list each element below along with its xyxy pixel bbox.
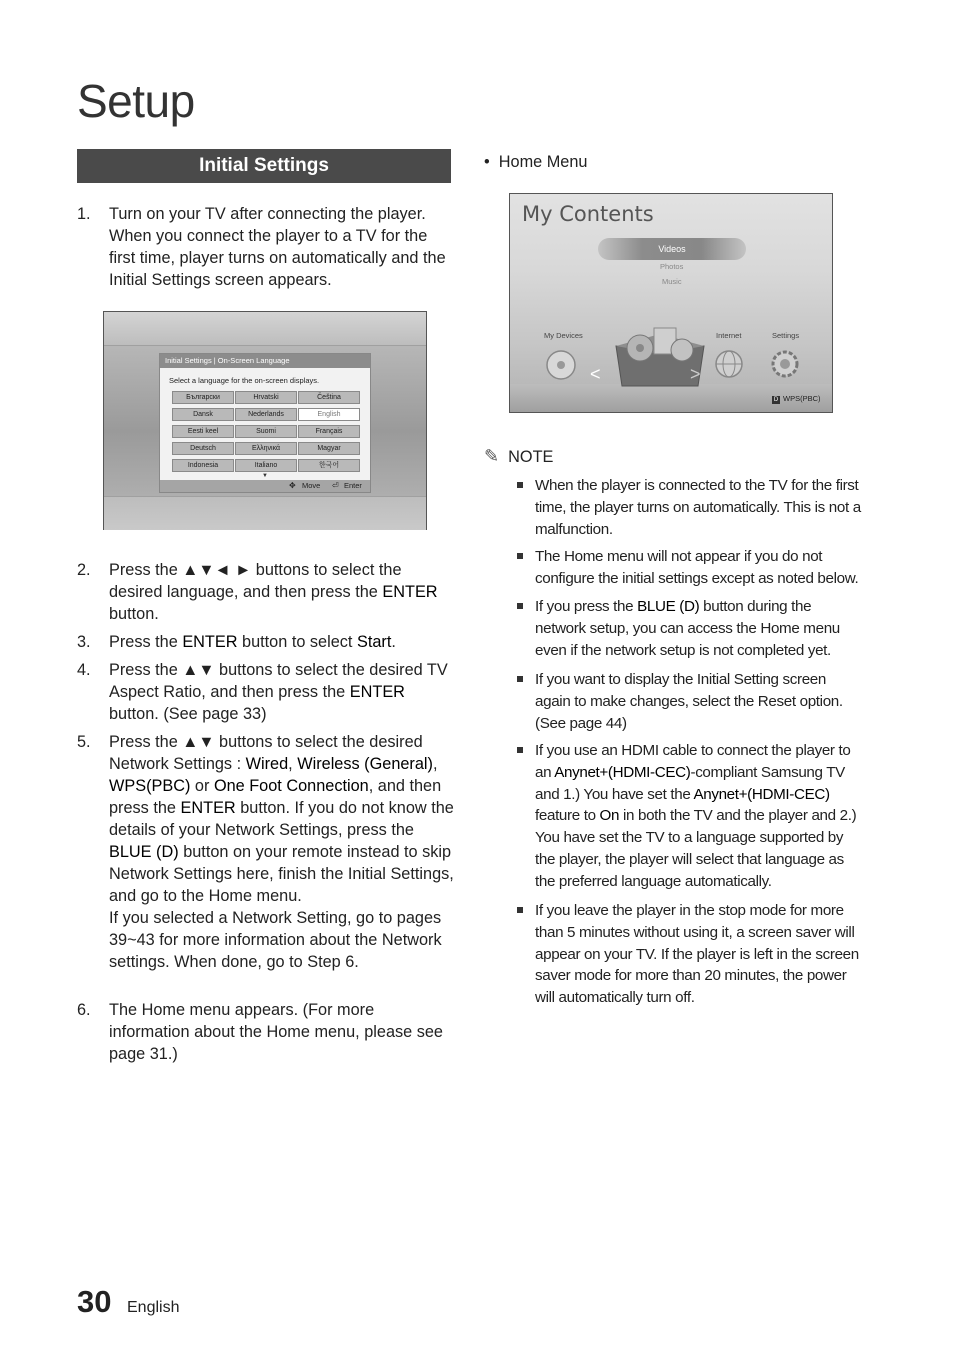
language-option[interactable]: Suomi xyxy=(235,425,297,438)
language-option[interactable]: Български xyxy=(172,391,234,404)
note-text: If you press the xyxy=(535,598,638,615)
internet-globe-icon[interactable] xyxy=(713,348,745,380)
key-enter: ENTER xyxy=(382,583,438,601)
dialog-header-text: Initial Settings | On-Screen Language xyxy=(165,356,290,365)
step-text: button to select xyxy=(237,633,357,651)
settings-label: Settings xyxy=(772,331,800,340)
option-one-foot: One Foot Connection xyxy=(213,777,369,795)
note-text: When the player is connected to the TV for the first time, the player turns on automatically. This is not a malfunction. xyxy=(535,477,861,538)
anynet-term: Anynet+(HDMI-CEC) xyxy=(693,785,830,803)
step-text: The Home menu appears. (For more information about the Home menu, please see page 31.) xyxy=(109,1001,443,1063)
page-title: Setup xyxy=(77,75,195,127)
scroll-down-icon[interactable]: ▼ xyxy=(262,473,268,479)
arrow-right-icon[interactable]: > xyxy=(690,364,701,384)
step-text: Press the ▲▼◄ ► buttons to select the desired language, and then press the xyxy=(109,561,402,601)
my-devices-icon[interactable] xyxy=(544,348,578,382)
step-text: Press the ▲▼ buttons to select the desired Network Settings : xyxy=(109,733,423,773)
note-text: button during the network setup, you can access the Home menu even if the network setup is not completed yet. xyxy=(535,598,840,659)
bullet-square-icon xyxy=(517,482,523,488)
menu-item-photos[interactable]: Photos xyxy=(660,262,684,271)
bullet-square-icon xyxy=(517,553,523,559)
step-number: 2. xyxy=(77,561,91,579)
my-devices-label: My Devices xyxy=(544,331,583,340)
note-text: in both the TV and the player and 2.) You have set the TV to a language supported by the player, the player will select that language as the preferred language automatically. xyxy=(535,807,857,890)
key-enter: ENTER xyxy=(180,799,236,817)
step-text: button. If you do not know the details of your Network Settings, press the xyxy=(109,799,454,839)
step-text: , xyxy=(432,755,438,773)
language-option[interactable]: Hrvatski xyxy=(235,391,297,404)
arrow-left-icon[interactable]: < xyxy=(590,364,601,384)
menu-item-videos[interactable]: Videos xyxy=(598,238,746,260)
wps-label: WPS(PBC) xyxy=(783,394,821,403)
step-text: Press the xyxy=(109,633,183,651)
note-title: NOTE xyxy=(508,448,554,466)
my-contents-title: My Contents xyxy=(522,202,654,226)
step-text: button. xyxy=(109,605,159,623)
bullet-square-icon xyxy=(517,907,523,913)
option-wired: Wired xyxy=(245,755,289,773)
d-button-icon: D xyxy=(773,397,779,403)
option-wps: WPS(PBC) xyxy=(109,777,191,795)
dialog-footer xyxy=(160,480,370,492)
section-heading: Initial Settings xyxy=(77,149,451,183)
step-text: or xyxy=(190,777,214,795)
pencil-icon: ✎ xyxy=(484,446,500,466)
bullet-square-icon xyxy=(517,603,523,609)
language-option[interactable]: Français xyxy=(298,425,360,438)
step-text: , xyxy=(288,755,298,773)
note-text: -compliant Samsung TV and 1.) You have set the xyxy=(535,763,845,803)
step-text: button on your remote instead to skip Network Settings here, finish the Initial Settings, and go to the Home menu. xyxy=(109,843,454,905)
key-blue-d: BLUE (D) xyxy=(637,598,700,615)
note-text: If you leave the player in the stop mode for more than 5 minutes without using it, a screen saver will appear on your TV. If the player is left in the screen saver mode for more than 20 minutes, the power will automatically turn off. xyxy=(535,902,859,1007)
key-blue-d: BLUE (D) xyxy=(109,843,179,861)
key-enter: ENTER xyxy=(349,683,405,701)
language-option[interactable]: Dansk xyxy=(172,408,234,421)
language-option[interactable]: Čeština xyxy=(298,391,360,404)
dialog-header xyxy=(160,354,370,368)
note-text: The Home menu will not appear if you do not configure the initial settings except as noted below. xyxy=(535,548,859,587)
step-number: 1. xyxy=(77,205,91,223)
language-option[interactable]: Nederlands xyxy=(235,408,297,421)
page-language: English xyxy=(127,1299,180,1316)
footer-enter-label: Enter xyxy=(344,481,362,490)
screen-band-bottom xyxy=(104,496,426,530)
internet-label: Internet xyxy=(716,331,742,340)
language-dialog xyxy=(159,353,371,493)
option-wireless: Wireless (General) xyxy=(297,755,433,773)
step-text: button. (See page 33) xyxy=(109,705,267,723)
anynet-term: Anynet+(HDMI-CEC) xyxy=(554,763,691,781)
note-text: If you use an HDMI cable to connect the player to an xyxy=(535,742,851,781)
step-text: . xyxy=(391,633,396,651)
language-option[interactable]: Indonesia xyxy=(172,459,234,472)
move-icon: ✥ xyxy=(289,481,296,490)
step-number: 4. xyxy=(77,661,91,679)
language-option[interactable]: Deutsch xyxy=(172,442,234,455)
step-text: Turn on your TV after connecting the player. When you connect the player to a TV for the first time, player turns on automatically and the Initial Settings screen appears. xyxy=(109,205,446,289)
step-number: 5. xyxy=(77,733,91,751)
language-option[interactable]: 한국어 xyxy=(298,459,360,472)
language-option[interactable]: Italiano xyxy=(235,459,297,472)
language-option[interactable]: Ελληνικά xyxy=(235,442,297,455)
step-text: Press the ▲▼ buttons to select the desired TV Aspect Ratio, and then press the xyxy=(109,661,448,701)
language-option[interactable]: Eesti keel xyxy=(172,425,234,438)
note-heading xyxy=(484,446,553,467)
option-on: On xyxy=(599,807,620,825)
key-enter: ENTER xyxy=(182,633,238,651)
footer-move-label: Move xyxy=(302,481,321,490)
step-text: , and then press the xyxy=(109,777,442,817)
wps-hint xyxy=(772,394,821,404)
language-option-selected[interactable]: English xyxy=(298,408,360,421)
screen-band-top xyxy=(104,312,426,346)
settings-gear-icon[interactable] xyxy=(769,348,801,380)
step-extra-text: If you selected a Network Setting, go to pages 39~43 for more information about the Network settings. When done, go to Step 6. xyxy=(109,909,442,971)
step-number: 3. xyxy=(77,633,91,651)
home-menu-screen-illustration xyxy=(509,193,833,413)
menu-item-music[interactable]: Music xyxy=(662,277,682,286)
bullet-square-icon xyxy=(517,676,523,682)
enter-icon: ⏎ xyxy=(332,481,339,490)
bullet-square-icon xyxy=(517,747,523,753)
home-menu-heading: Home Menu xyxy=(498,153,588,171)
note-text: feature to xyxy=(535,807,600,825)
step-number: 6. xyxy=(77,1001,91,1019)
home-menu-bullet: • Home Menu xyxy=(484,153,588,171)
dialog-prompt: Select a language for the on-screen displays. xyxy=(169,376,320,385)
option-start: Start xyxy=(356,633,392,651)
page-number: 30 xyxy=(77,1284,112,1319)
note-text: If you want to display the Initial Setting screen again to make changes, select the Reset option. (See page 44) xyxy=(535,671,843,732)
language-screen-illustration xyxy=(103,311,427,530)
language-option[interactable]: Magyar xyxy=(298,442,360,455)
